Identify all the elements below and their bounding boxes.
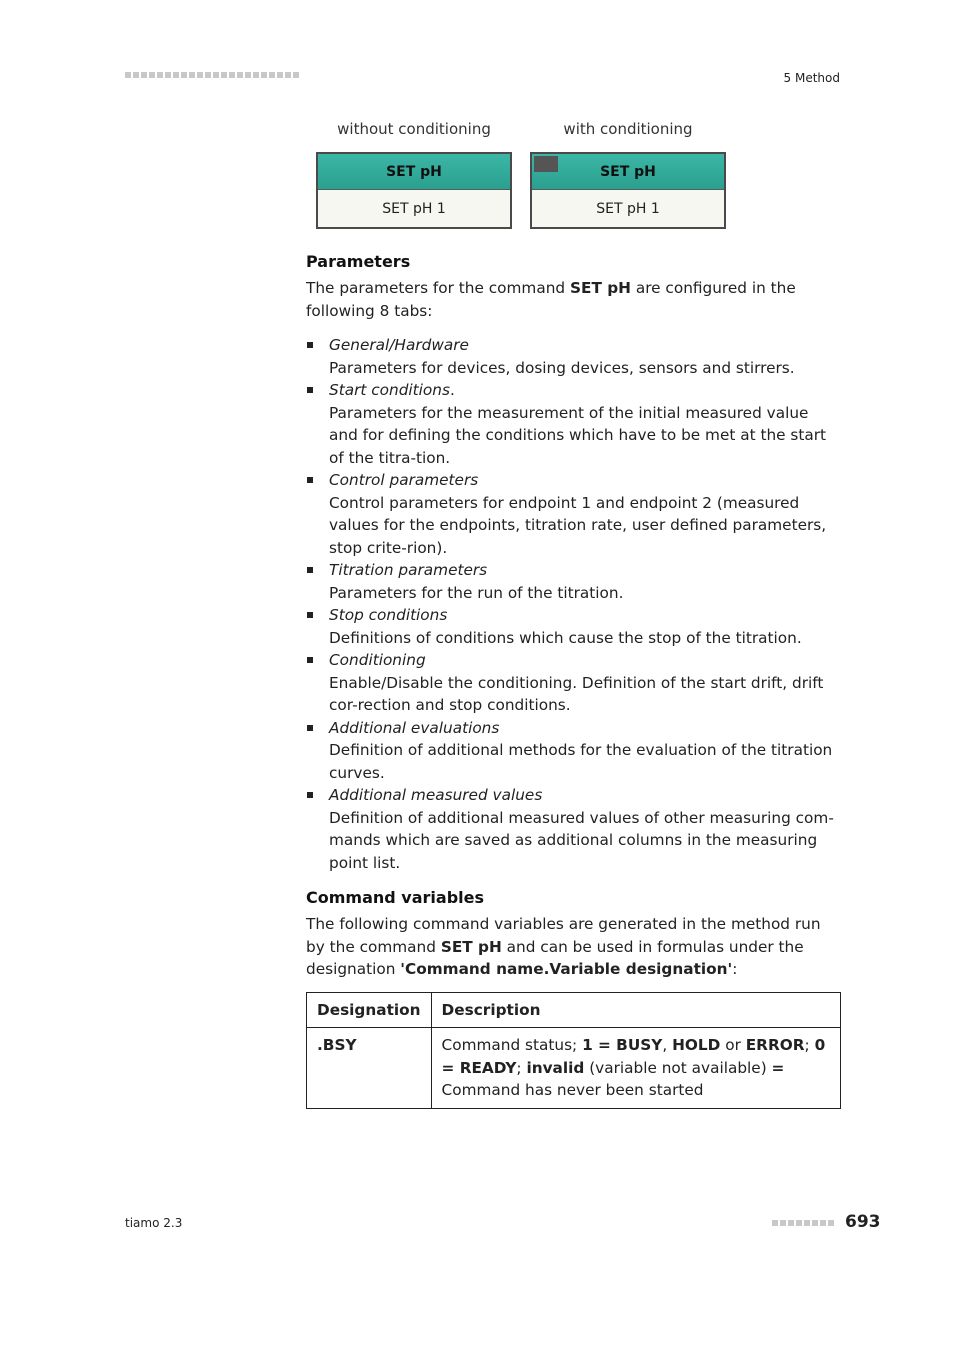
list-item: Titration parameters Parameters for the run of the titration. [306,559,842,604]
command-variables-heading: Command variables [306,888,484,907]
list-item: Additional measured values Definition of additional measured values of other measuring com-mands which are saved as additional columns in the measuring point list. [306,784,842,874]
parameter-tabs-list [306,334,842,874]
list-item: General/Hardware Parameters for devices, dosing devices, sensors and stirrers. [306,334,842,379]
page-number: 693 [845,1212,881,1232]
header-section: 5 Method [783,71,840,85]
list-item: Stop conditions Definitions of conditions which cause the stop of the titration. [306,604,842,649]
caption-with-conditioning: with conditioning [563,120,693,138]
node-title: SET pH [532,154,724,190]
node-name: SET pH 1 [382,200,446,217]
conditioning-marker-icon [534,156,558,172]
node-name: SET pH 1 [596,200,660,217]
list-item: Additional evaluations Definition of additional methods for the evaluation of the titration curves. [306,717,842,785]
node-title: SET pH [318,154,510,190]
parameters-heading: Parameters [306,252,411,271]
footer-product: tiamo 2.3 [125,1216,183,1230]
set-ph-node-with-conditioning [530,152,726,229]
caption-without-conditioning: without conditioning [337,120,491,138]
table-row [307,1028,841,1109]
column-header-designation: Designation [307,992,432,1028]
list-item: Conditioning Enable/Disable the conditioning. Definition of the start drift, drift cor-rection and stop conditions. [306,649,842,717]
column-header-description: Description [431,992,840,1028]
footer-decoration [772,1220,834,1226]
parameters-intro: The parameters for the command SET pH are configured in the following 8 tabs: [306,279,796,320]
command-variables-table [306,992,841,1109]
cell-designation: .BSY [307,1028,432,1109]
list-item: Control parameters Control parameters for endpoint 1 and endpoint 2 (measured values for the endpoints, titration rate, user defined parameters, stop crite-rion). [306,469,842,559]
table-header-row [307,992,841,1028]
header-decoration [125,72,299,78]
command-variables-intro: The following command variables are generated in the method run by the command SET pH and can be used in formulas under the designation 'Command name.Variable designation': [306,915,821,978]
set-ph-node-without-conditioning [316,152,512,229]
list-item: Start conditions. Parameters for the measurement of the initial measured value and for defining the conditions which have to be met at the start of the titra-tion. [306,379,842,469]
cell-description: Command status; 1 = BUSY, HOLD or ERROR; 0 = READY; invalid (variable not available) = Command has never been started [431,1028,840,1109]
main-content [306,252,842,1109]
